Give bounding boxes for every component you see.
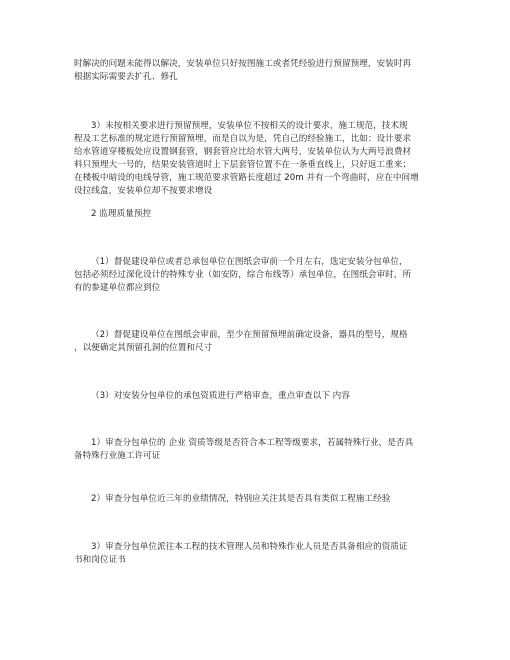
text-line: （3）对安装分包单位的承包资质进行严格审查，重点审查以下 内容 [91,391,350,401]
text-line: 给水管道穿楼板处应设置钢套管，钢套管应比给水管大两号，安装单位认为大两号浪费材 [74,147,412,157]
paragraph-sub-3 [74,541,446,567]
text-line: 料只预埋大一号的，结果安装管道时上下层套管位置不在一条垂直线上，只好返工重来； [74,160,412,170]
text-line: （1）督促建设单位或者总承包单位在图纸会审前一个月左右，选定安装分包单位， [91,257,408,267]
text-line: 程及工艺标准的规定进行预留预埋，而是自以为是，凭自己的经验施工，比如：设计要求 [74,134,412,144]
paragraph-item-2 [74,329,446,355]
section-heading [74,208,446,221]
text-line: （2）督促建设单位在图纸会审前，至少在预留预埋前确定设备，器具的型号，规格 [91,330,408,340]
text-line: 根据实际需要去扩孔、修孔 [74,72,178,82]
paragraph-item-3b [74,390,446,403]
text-line: ，以便确定其预留孔洞的位置和尺寸 [74,343,213,353]
paragraph-continuation [74,58,446,84]
text-line: 1）审查分包单位的 企业 资质等级是否符合本工程等级要求，若属特殊行业，是否具 [91,438,414,448]
text-line: 时解决的问题未能得以解决，安装单位只好按图施工或者凭经验进行预留预埋，安装时再 [74,59,412,69]
paragraph-sub-2 [74,493,446,506]
text-line: 有的参建单位都应到位 [74,283,161,293]
text-line: 书和岗位证书 [74,555,126,565]
paragraph-sub-1 [74,437,446,463]
text-line: 3）审查分包单位派往本工程的技术管理人员和特殊作业人员是否具备相应的资质证 [91,542,408,552]
text-line: 备特殊行业施工许可证 [74,451,161,461]
paragraph-item-3 [74,120,446,198]
paragraph-item-1 [74,256,446,295]
text-line: 2）审查分包单位近三年的业绩情况，特别应关注其是否具有类似工程施工经验 [91,494,391,504]
text-line: 包括必须经过深化设计的特殊专业（如安防，综合布线等）承包单位，在图纸会审时，所 [74,270,412,280]
heading-text: 2 监理质量预控 [91,209,152,219]
text-line: 在楼板中暗设的电线导管，施工规范要求管路长度超过 20m 并有一个弯曲时，应在中间增 [74,173,419,183]
text-line: 设拉线盒，安装单位却不按要求增设 [74,186,213,196]
text-line: 3）未按相关要求进行预留预埋，安装单位不按相关的设计要求，施工规范，技术规 [91,121,408,131]
